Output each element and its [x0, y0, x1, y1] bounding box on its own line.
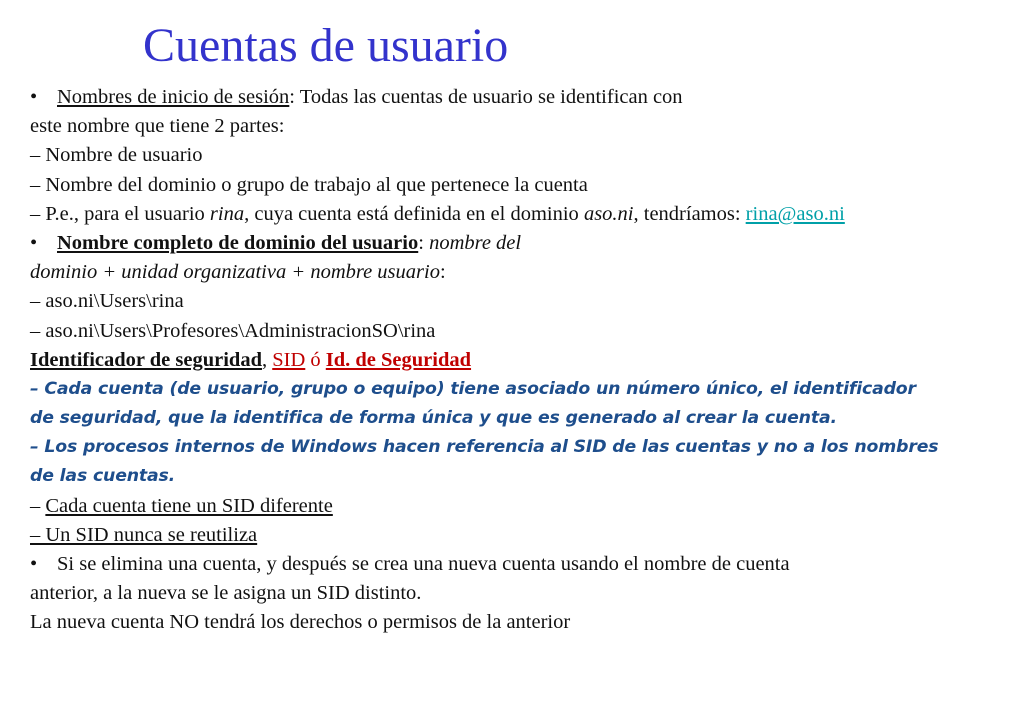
line-full-domain-name: [30, 229, 1015, 258]
deleted-account-text: Si se elimina una cuenta, y después se crea una nueva cuenta usando el nombre de cuenta: [57, 553, 790, 575]
example-domain: aso.ni: [583, 202, 634, 225]
bullet-icon: •: [30, 86, 38, 108]
line-sid-processes-2: de las cuentas.: [30, 466, 176, 487]
full-domain-name-desc: nombre del: [429, 231, 522, 254]
line-sid-not-reused: – Un SID nunca se reutiliza: [30, 523, 258, 546]
slide-body: [30, 83, 1015, 638]
login-names-term: Nombres de inicio de sesión: [57, 86, 290, 108]
example-user: rina: [209, 202, 245, 225]
login-names-desc: : Todas las cuentas de usuario se identifican con: [289, 86, 683, 108]
bullet-icon: •: [30, 553, 38, 575]
sid-term: SID: [272, 348, 306, 371]
example-part-c: , cuya cuenta está definida en el dominio: [244, 202, 584, 225]
security-id-term: Id. de Seguridad: [325, 348, 472, 371]
sid-or: ó: [305, 348, 326, 371]
line-deleted-account: [30, 550, 1015, 579]
line-login-names: [30, 83, 1015, 112]
security-identifier-comma: ,: [261, 348, 273, 371]
line-unique-sid: [30, 492, 1015, 521]
example-part-a: – P.e., para el usuario: [30, 202, 210, 225]
line-security-identifier: [30, 346, 1015, 375]
unique-sid-dash: –: [30, 494, 46, 517]
line-example: [30, 200, 1015, 229]
line-sid-processes-1: – Los procesos internos de Windows hacen referencia al SID de las cuentas y no a los nombres: [30, 437, 939, 458]
slide-title: Cuentas de usuario: [143, 19, 509, 72]
email-link[interactable]: rina@aso.ni: [745, 202, 845, 225]
domain-formula-colon: :: [439, 261, 446, 284]
bullet-icon: •: [30, 231, 38, 254]
line-two-parts: este nombre que tiene 2 partes:: [30, 115, 285, 138]
line-path-example-2: – aso.ni\Users\Profesores\AdministracionSO\rina: [30, 319, 436, 342]
line-domain-name: – Nombre del dominio o grupo de trabajo al que pertenece la cuenta: [30, 173, 588, 196]
line-domain-formula: [30, 258, 1015, 287]
full-domain-name-term: Nombre completo de dominio del usuario: [57, 231, 419, 254]
line-path-example-1: – aso.ni\Users\rina: [30, 290, 184, 313]
full-domain-name-colon: :: [418, 231, 430, 254]
line-new-sid: anterior, a la nueva se le asigna un SID distinto.: [30, 582, 422, 605]
example-part-e: , tendríamos:: [633, 202, 746, 225]
line-user-name: – Nombre de usuario: [30, 144, 203, 167]
line-sid-description-2: de seguridad, que la identifica de forma única y que es generado al crear la cuenta.: [30, 408, 837, 429]
security-identifier-term: Identificador de seguridad: [30, 348, 262, 371]
line-sid-description-1: – Cada cuenta (de usuario, grupo o equipo) tiene asociado un número único, el identificador: [30, 378, 916, 399]
unique-sid-text: Cada cuenta tiene un SID diferente: [45, 494, 333, 517]
line-no-permissions: La nueva cuenta NO tendrá los derechos o permisos de la anterior: [30, 611, 571, 634]
domain-formula-text: dominio + unidad organizativa + nombre usuario: [30, 261, 440, 284]
